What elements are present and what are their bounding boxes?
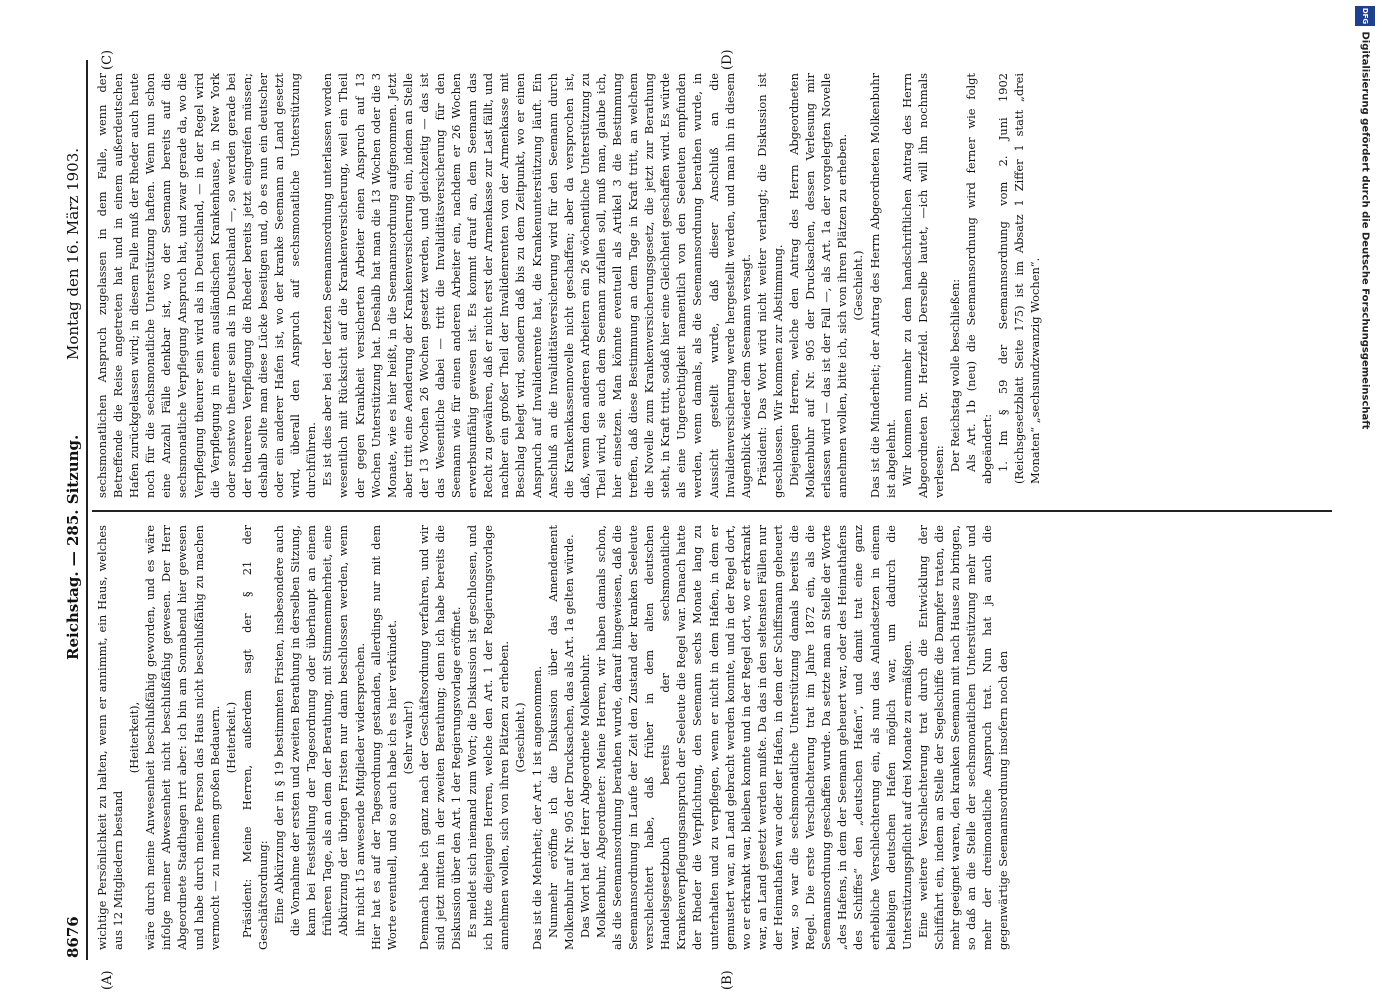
paragraph: (Geschieht.) [851, 250, 866, 321]
paragraph: Präsident: Das Wort wird nicht weiter verlangt; die Diskussion ist geschlossen. Wir kommen zur Abstimmung. [754, 73, 785, 498]
paragraph: (Geschieht.) [513, 702, 528, 773]
paragraph: Das Wort hat der Herr Abgeordnete Molkenbuhr. [577, 653, 592, 938]
paragraph: Es meldet sich niemand zum Wort; die Diskussion ist geschlossen, und ich bitte diejenigen Herren, welche den Art. 1 der Regierungsvorlage annehmen wollen, sich von ihren Plätzen zu erheben. [465, 525, 512, 950]
paragraph: Der Reichstag wolle beschließen: [947, 278, 962, 472]
paragraph: Das ist die Minderheit; der Antrag des Herrn Abgeordneten Molkenbuhr ist abgelehnt. [867, 73, 898, 498]
right-text-column [94, 73, 1334, 498]
paragraph: Diejenigen Herren, welche den Antrag des Herrn Abgeordneten Molkenbuhr auf Nr. 905 der Drucksachen, dessen Verlesung mir erlassen wird — das ist der Fall —, als Art. 1a der vorgelegten Novelle annehmen wollen, bitte ich, sich von ihren Plätzen zu erheben. [787, 73, 850, 498]
paragraph: Präsident: Meine Herren, außerdem sagt der § 21 der Geschäftsordnung: [239, 525, 270, 950]
margin-mark-c: (C) [100, 49, 115, 70]
session-date: Montag den 16. März 1903. [64, 147, 82, 360]
margin-mark-b: (B) [720, 970, 735, 990]
left-text-column [94, 525, 1334, 950]
margin-mark-d: (D) [720, 49, 735, 70]
paragraph: Demnach habe ich ganz nach der Geschäftsordnung verfahren, und wir sind jetzt mitten in der zweiten Berathung; denn ich habe bereits die Diskussion über den Art. 1 der Regierungsvorlage eröffnet. [416, 525, 464, 950]
paragraph: Eine weitere Verschlechterung trat durch die Entwicklung der Schiffahrt ein, indem an Stelle der Segelschiffe die Dampfer traten, die mehr geeignet waren, den kranken Seemann mit nach Hause zu bringen, so daß an die Stelle der sechsmonatlichen Unterstützung mehr und mehr der dreimonatliche Anspruch trat. Nun hat ja auch die gegenwärtige Seemannsordnung insofern noch den [915, 525, 1011, 950]
paragraph: wäre durch meine Anwesenheit beschlußfähig geworden, und es wäre infolge meiner Abwesenheit nicht beschlußfähig gewesen. Der Herr Abgeordnete Stadthagen irrt aber: ich bin am Sonnabend hier gewesen und habe durch meine Person das Haus nicht beschlußfähig zu machen vermocht — zu meinem großen Bedauern. [143, 525, 222, 950]
paragraph: Nunmehr eröffne ich die Diskussion über das Amendement Molkenbuhr auf Nr. 905 der Drucksachen, das als Art. 1a gelten würde. [545, 525, 576, 950]
session-title: Reichstag. — 285. Sitzung. [64, 434, 82, 660]
rotated-document-page [60, 49, 1375, 990]
paragraph: Hier hat es auf der Tagesordnung gestanden, allerdings nur mit dem Worte eventuell, und so auch habe ich es hier verkündet. [368, 525, 399, 950]
digitization-credit: Digitalisierung gefördert durch die Deutsche Forschungsgemeinschaft [1359, 31, 1371, 430]
paragraph: Wir kommen nunmehr zu dem handschriftlichen Antrag des Herrn Abgeordneten Dr. Herzfeld. Derselbe lautet, —ich will ihn nochmals verlesen: [899, 73, 946, 498]
paragraph: sechsmonatlichen Anspruch zugelassen in dem Falle, wenn der Betreffende die Reise angetreten hat und in einem außerdeutschen Hafen zurückgelassen wird; in diesem Falle muß der Rheder auch heute noch für die sechsmonatliche Unterstützung haften. Wenn nun schon eine Anzahl Fälle denkbar ist, wo der Seemann bereits auf die sechsmonatliche Verpflegung Anspruch hat, und zwar gerade da, wo die Verpflegung theurer sein wird als in Deutschland, — in der Regel wird die Verpflegung in einem ausländischen Krankenhause, in New York oder sonstwo theurer sein als in Deutschland —, so werden gerade bei der theureren Verpflegung die Rheder bereits jetzt eingreifen müssen; deshalb sollte man diese Lücke beseitigen und, ob es nun ein deutscher oder ein anderer Hafen ist, wo der kranke Seemann an Land gesetzt wird, überall den Anspruch auf sechsmonatliche Unterstützung durchführen. [95, 73, 319, 498]
paragraph: Molkenbuhr, Abgeordneter: Meine Herren, wir haben damals schon, als die Seemannsordnung berathen wurde, darauf hingewiesen, daß die Seemannsordnung im Laufe der Zeit den Zustand der kranken Seeleute verschlechtert habe, daß früher in dem alten deutschen Handelsgesetzbuch bereits der sechsmonatliche Krankenverpflegungsanspruch der Seeleute die Regel war. Danach hatte der Rheder die Verpflichtung, den Seemann sechs Monate lang zu unterhalten und zu verpflegen, wenn er nicht in dem Hafen, in dem er gemustert war, an Land gebracht werden konnte, und in der Regel dort, wo er erkrankt war, bleiben konnte und in der Regel dort, wo er erkrankt war, an Land gesetzt werden mußte. Da das in den seltensten Fällen nur der Heimathafen war oder der Hafen, in dem der Schiffsmann geheuert war, so war die sechsmonatliche Unterstützung damals bereits die Regel. Die erste Verschlechterung trat im Jahre 1872 ein, als die Seemannsordnung geschaffen wurde. Da setzte man an Stelle der Worte „des Hafens, in dem der Seemann geheuert war, oder des Heimathafens des Schiffes“ den „deutschen Hafen“, und damit trat eine ganz erhebliche Verschlechterung ein, als nun das Anlandsetzen in einem beliebigen deutschen Hafen möglich war, um dadurch die Unterstützungspflicht auf drei Monate zu ermäßigen. [593, 525, 914, 950]
page-number: 8676 [64, 916, 82, 958]
paragraph: (Heiterkeit), [127, 701, 142, 774]
paragraph: (Sehr wahr!) [400, 700, 415, 775]
paragraph: Das ist die Mehrheit; der Art. 1 ist angenommen. [529, 665, 544, 950]
paragraph: (Heiterkeit.) [223, 701, 238, 774]
quoted-rule: Eine Abkürzung der in § 19 bestimmten Fristen, insbesondere auch die Vornahme der ersten und zweiten Berathung in derselben Sitzung, kann bei Feststellung der Tagesordnung oder überhaupt an einem früheren Tage, als an dem der Berathung, mit Stimmenmehrheit, eine Abkürzung der übrigen Fristen nur dann beschlossen werden, wenn ihr nicht 15 anwesende Mitglieder widersprechen. [272, 525, 367, 936]
paragraph: wichtige Persönlichkeit zu halten, wenn er annimmt, ein Haus, welches aus 12 Mitgliedern bestand [95, 525, 126, 950]
paragraph: Es ist dies aber bei der letzten Seemannsordnung unterlassen worden wesentlich mit Rücksicht auf die Krankenversicherung, weil ein Theil der gegen Krankheit versicherten Arbeiter einen Anspruch auf 13 Wochen Unterstützung hat. Deshalb hat man die 13 Wochen oder die 3 Monate, wie es hier heißt, in die Seemannsordnung aufgenommen. Jetzt aber tritt eine Aenderung der Krankenversicherung ein, indem an Stelle der 13 Wochen 26 Wochen gesetzt werden, und gleichzeitig — das ist das Wesentliche dabei — tritt die Invaliditätsversicherung für den Seemann wie für einen anderen Arbeiter ein, nachdem er 26 Wochen erwerbsunfähig gewesen ist. Es kommt drauf an, dem Seemann das Recht zu gewähren, daß er nicht erst der Armenkasse zur Last fällt, und nachher ein großer Theil der Invalidenrenten von der Armenkasse mit Beschlag belegt wird, sondern daß bis zu dem Zeitpunkt, wo er einen Anspruch auf Invalidenrente hat, die Krankenunterstützung läuft. Ein Anschluß an die Invaliditätsversicherung wird für den Seemann durch die Krankenkassennovelle nicht geschaffen; aber da versprochen ist, daß, wenn den anderen Arbeitern ein 26 wöchentliche Unterstützung zu Theil wird, sie auch dem Seemann zufallen soll, muß man, glaube ich, hier einsetzen. Man könnte eventuell als Artikel 3 die Bestimmung treffen, daß diese Bestimmung an dem Tage in Kraft tritt, an welchem die Novelle zum Krankenversicherungsgesetz, die jetzt zur Berathung steht, in Kraft tritt, sodaß hier eine Gleichheit geschaffen wird. Es würde als eine Ungerechtigkeit namentlich von den Seeleuten empfunden werden, wenn damals, als die Seemannsordnung berathen wurde, in Aussicht gestellt wurde, daß dieser Anschluß an die Invalidenversicherung werde hergestellt werden, und man ihn in diesem Augenblick wieder dem Seemann versagt. [320, 73, 753, 498]
page-header [60, 60, 88, 960]
dfg-logo: DFG [1355, 6, 1375, 26]
margin-mark-a: (A) [100, 970, 115, 990]
paragraph: 1. Im § 59 der Seemannsordnung vom 2. Juni 1902 (Reichsgesetzblatt Seite 175) ist im Absatz 1 Ziffer 1 statt „drei Monaten“ „sechsundzwanzig Wochen“. [996, 73, 1043, 484]
footer-strip [1353, 6, 1377, 994]
column-divider [92, 510, 1332, 512]
header-rule [86, 60, 88, 960]
paragraph: Als Art. 1b (neu) die Seemannsordnung wird ferner wie folgt abgeändert: [964, 73, 995, 484]
